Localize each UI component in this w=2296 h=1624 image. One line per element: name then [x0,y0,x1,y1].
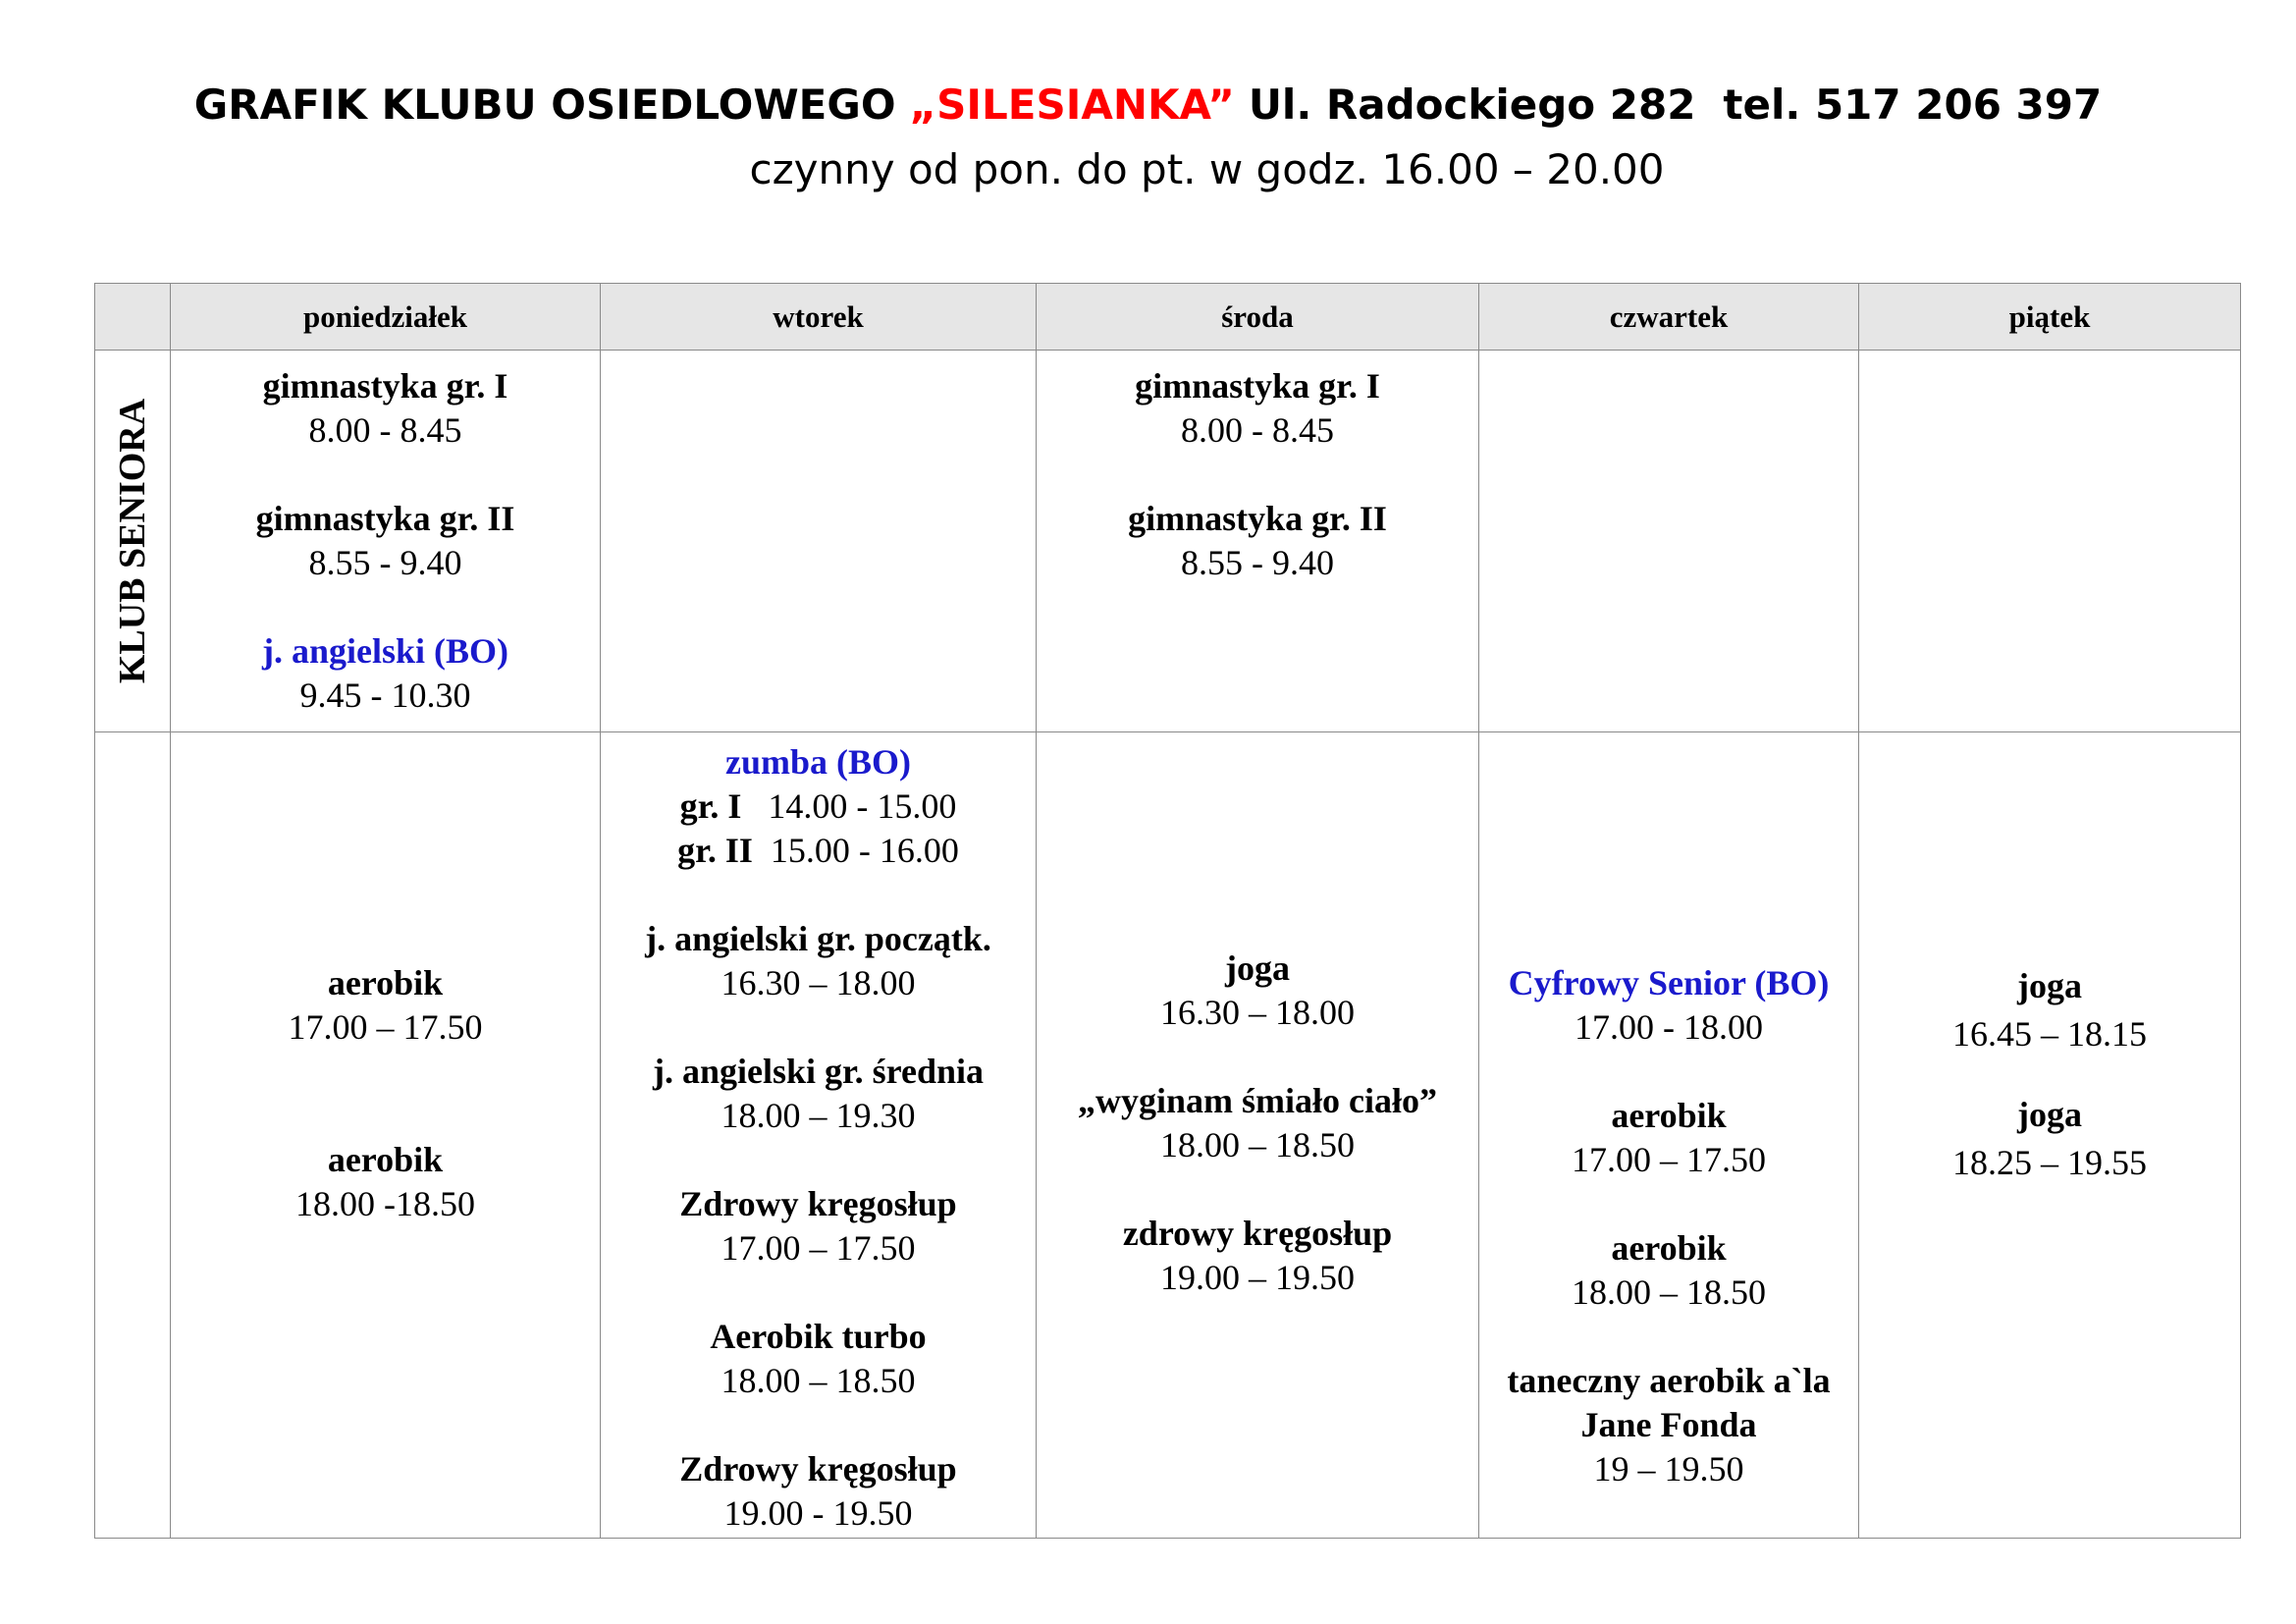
opening-hours: czynny od pon. do pt. w godz. 16.00 – 20.00 [749,145,1665,193]
evening-thursday-cell [1479,732,1859,1539]
senior-club-label: KLUB SENIORA [112,398,153,684]
activity-time: 19.00 – 19.50 [1160,1258,1355,1297]
activity-time: 8.55 - 9.40 [1181,543,1334,582]
activity-time: 17.00 – 17.50 [721,1228,916,1268]
evening-row [95,732,2241,1539]
activity-time: 9.45 - 10.30 [299,676,471,715]
activity-name: gimnastyka gr. I [1135,366,1380,406]
activity-time: 18.00 – 18.50 [1572,1272,1766,1312]
activity-time: 8.55 - 9.40 [308,543,462,582]
group-label: gr. I [679,786,742,826]
evening-tuesday-cell [601,732,1037,1539]
senior-club-row [95,351,2241,732]
activity-name-bo: Cyfrowy Senior (BO) [1508,963,1830,1002]
title-part-1: GRAFIK KLUBU OSIEDLOWEGO [193,81,896,129]
club-address: Ul. Radockiego 282 [1248,81,1696,129]
day-header-tuesday: wtorek [601,284,1037,351]
day-header-thursday: czwartek [1479,284,1859,351]
evening-monday-cell [171,732,601,1539]
activity-time: 18.00 – 19.30 [721,1096,916,1135]
club-phone: tel. 517 206 397 [1723,81,2103,129]
activity-name: aerobik [1611,1228,1727,1268]
senior-wednesday-cell [1037,351,1479,732]
activity-time: 16.45 – 18.15 [1952,1014,2147,1054]
senior-tuesday-cell [601,351,1037,732]
schedule-table [94,283,2241,1539]
activity-time: 16.30 – 18.00 [1160,993,1355,1032]
activity-time: 19 – 19.50 [1593,1449,1744,1489]
activity-name-bo: zumba (BO) [725,742,911,782]
activity-name-bo: j. angielski (BO) [261,631,508,671]
activity-name: aerobik [327,1140,444,1179]
activity-time: 8.00 - 8.45 [1181,410,1334,450]
activity-name: j. angielski gr. początk. [645,919,991,958]
senior-club-label-cell [95,351,171,732]
activity-name: Zdrowy kręgosłup [679,1449,957,1489]
evening-wednesday-cell [1037,732,1479,1539]
evening-label-cell [95,732,171,1539]
day-header-wednesday: środa [1037,284,1479,351]
activity-name: aerobik [1611,1096,1727,1135]
activity-name: „wyginam śmiało ciało” [1078,1081,1437,1120]
activity-time: 17.00 – 17.50 [1572,1140,1766,1179]
activity-time: 18.00 – 18.50 [721,1361,916,1400]
activity-name: gimnastyka gr. I [262,366,508,406]
activity-name: Jane Fonda [1580,1405,1757,1444]
activity-time: 18.25 – 19.55 [1952,1143,2147,1182]
activity-time: 19.00 - 19.50 [723,1493,913,1533]
activity-name: joga [2017,1095,2082,1134]
day-header-friday: piątek [1859,284,2241,351]
senior-friday-cell [1859,351,2241,732]
senior-monday-cell [171,351,601,732]
evening-friday-cell [1859,732,2241,1539]
group-label: gr. II [677,831,753,870]
header-row [95,284,2241,351]
corner-cell [95,284,171,351]
activity-name: j. angielski gr. średnia [652,1052,985,1091]
activity-name: gimnastyka gr. II [255,499,515,538]
day-header-monday: poniedziałek [171,284,601,351]
club-name: „SILESIANKA” [909,81,1235,129]
activity-time: 8.00 - 8.45 [308,410,462,450]
group-time: 15.00 - 16.00 [770,831,959,870]
activity-name: taneczny aerobik a`la [1507,1361,1831,1400]
zumba-group-1 [601,785,1036,829]
activity-time: 17.00 – 17.50 [288,1007,483,1047]
activity-name: zdrowy kręgosłup [1122,1214,1393,1253]
activity-name: aerobik [327,963,444,1002]
activity-name: Aerobik turbo [710,1317,927,1356]
zumba-group-2 [601,829,1036,873]
activity-name: joga [1225,948,1290,988]
activity-time: 18.00 -18.50 [295,1184,475,1223]
senior-thursday-cell [1479,351,1859,732]
page-title [0,81,2296,129]
activity-time: 17.00 - 18.00 [1575,1007,1763,1047]
activity-time: 16.30 – 18.00 [721,963,916,1002]
activity-time: 18.00 – 18.50 [1160,1125,1355,1164]
activity-name: joga [2017,966,2082,1005]
activity-name: Zdrowy kręgosłup [679,1184,957,1223]
group-time: 14.00 - 15.00 [768,786,957,826]
activity-name: gimnastyka gr. II [1128,499,1387,538]
